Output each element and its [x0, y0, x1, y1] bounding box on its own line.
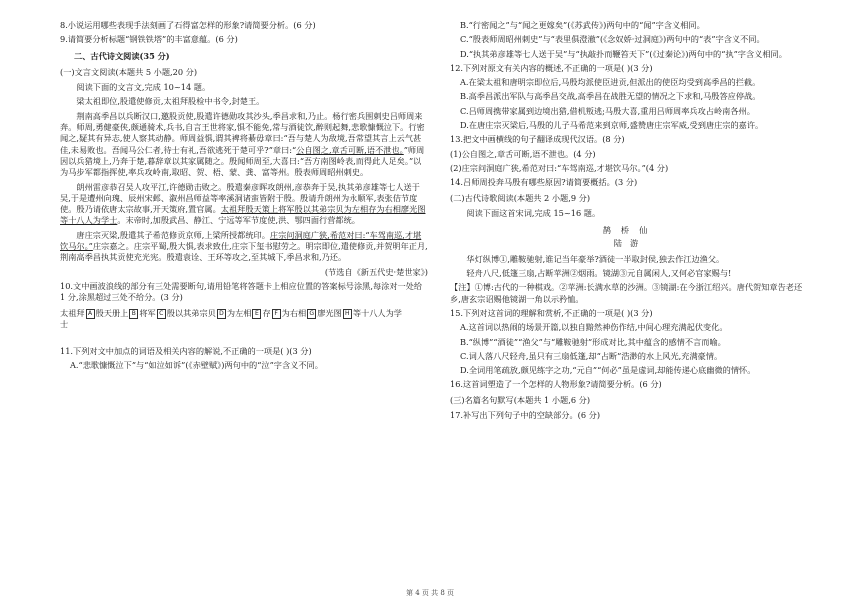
answer-box[interactable]: H — [343, 309, 352, 319]
option-b: B.“行密闻之”与“闻之更嫁矣”(《苏武传》)两句中的“闻”字含义相同。 — [460, 20, 705, 30]
section-heading: 二、古代诗文阅读(35 分) — [74, 50, 170, 61]
option-d: D.全词用笔疏放,颇见练字之功,“元自”“何必”虽是虚词,却能传递心底幽微的情怀。 — [460, 365, 756, 376]
question-12: 12.下列对原文有关内容的概述,不正确的一项是( )(3 分) — [450, 62, 653, 73]
underlined-sentence: 公自图之,章舌可断,语不泄也。 — [296, 144, 404, 155]
answer-box[interactable]: D — [217, 309, 226, 319]
subsection-heading: (一)文言文阅读(本题共 5 小题,20 分) — [60, 66, 198, 77]
poem-intro: 阅读下面这首宋词,完成 15~16 题。 — [466, 207, 601, 218]
answer-box[interactable]: C — [157, 309, 166, 319]
question-11: 11.下列对文中加点的词语及相关内容的解说,不正确的一项是( )(3 分) — [60, 346, 312, 357]
question-13-part-2: (2)庄宗问洞庭广狭,希范对曰:“车驾南巡,才堪饮马尔。”(4 分) — [450, 162, 669, 173]
answer-box[interactable]: A — [86, 309, 95, 319]
subsection-heading: (三)名篇名句默写(本题共 1 小题,6 分) — [450, 394, 591, 405]
answer-boxes: 太祖拜 A 殷天册上 B 将军 C 殷以其弟宗贝 D 为左相 E 存 F 为右相 G 廖光图 H 等十八人为学 士 — [60, 307, 402, 329]
page-footer: 第 4 页 共 8 页 — [405, 589, 455, 597]
question-13: 13.把文中画横线的句子翻译成现代汉语。(8 分) — [450, 134, 625, 145]
poem-author: 陆游 — [613, 238, 647, 249]
underlined-sentence: 庄宗问洞庭广狭,希范对曰:“车驾南巡,才堪饮马尔。” — [60, 229, 422, 252]
answer-box[interactable]: E — [252, 309, 261, 319]
poem-line: 轻舟八尺,低篷三扇,占断苹洲②烟雨。镜湖③元自属闲人,又何必官家赐与! — [466, 268, 732, 279]
passage-paragraph: 荆南高季昌以兵断汉口,邀股贡使,股遣许德勋攻其沙头,季昌求和,乃止。杨行密兵围刺史吕师周来奔。师周,勇健豪侠,颇通骑术,兵书,自言王世将家,惧不能免,常与酒徒饮,醉则起舞,悲歌慷慨泣下。行密闻之,疑其有异志,使人察其动静。师周益惧,谓其裨将綦毋章曰:“吾与楚人为敌境,吾常望其言上云气甚佳,未易败也。吾闻马公仁者,待士有礼,吾欲逃死于楚可乎?”章曰:“公自图之,章舌可断,语不泄也。”师周因以兵猎境上,乃奔于楚,暮辞章以其家属随之。殷闻师周至,大喜曰:“吾方南图岭表,而得此人足矣。”以为马步军都指挥使,率兵攻岭南,取昭、贺、梧、蒙、龚、富等州。殷表师周昭州刺史。 — [60, 110, 425, 178]
option-b: B.“纵博”“酒徒”“渔父”与“雕鞍驰射”形成对比,其中蕴含的感情不言而喻。 — [460, 336, 726, 347]
option-d: D.在唐庄宗灭梁后,马殷的儿子马希范来到京师,盛赞唐庄宗军威,受到唐庄宗的嘉许。 — [460, 120, 764, 131]
option-c: C.吕师周携带家属到边境出猎,借机叛逃;马殷大喜,重用吕师周率兵攻占岭南各州。 — [460, 105, 755, 116]
answer-box[interactable]: G — [307, 309, 316, 319]
answer-box[interactable]: F — [272, 309, 281, 319]
option-b: B.高季昌派出军队与高季昌交战,高季昌在战胜无望的情况之下求和,马殷答应停战。 — [460, 91, 761, 102]
passage-paragraph: 唐庄宗灭梁,殷遣其子希范修贡京师,上梁所授都统印。庄宗问洞庭广狭,希范对曰:“车驾南巡,才堪饮马尔。”庄宗嘉之。庄宗平蜀,殷大惧,表求致仕,庄宗下玺书慰劳之。明宗即位,遣使修贡,并贺明年正月,荆南高季昌执其贡使充光宪。殷遣袁诠、王环等攻之,至其城下,季昌求和,乃还。 — [60, 229, 428, 263]
poem-line: 华灯纵博①,雕鞍驰射,谁记当年豪举?酒徒一半取封侯,独去作江边渔父。 — [466, 253, 725, 264]
question-15: 15.下列对这首词的理解和赏析,不正确的一项是( )(3 分) — [450, 307, 653, 318]
question-17: 17.补写出下列句子中的空缺部分。(6 分) — [450, 410, 601, 421]
passage-paragraph: 朗州雷彦恭召吴人攻平江,许德勋击败之。殷遣秦彦晖攻朗州,彦恭奔于吴,执其弟彦雄等七人送于吴,于是遭州向瑰、辰州宋邺、溆州昌师益等率溪洞诸蛮皆附于殷。殷请升朗州为永顺军,表张佶节度使。殷乃请依唐太宗故事,开天策府,置官属。太祖拜殷天策上将军殷以其弟宗贝为左相存为右相廖光图等十八人为学士。末帝时,加殷武昌、静江、宁远等军节度使,洪、鄂四面行营都统。 — [60, 181, 426, 226]
question-16: 16.这首词塑造了一个怎样的人物形象?请简要分析。(6 分) — [450, 379, 662, 390]
right-column — [450, 20, 810, 424]
question-8: 8.小说运用哪些表现手法刻画了石得富怎样的形象?请简要分析。(6 分) — [60, 20, 316, 30]
option-d: D.“执其弟彦雄等七人送于吴”与“执敲扑而鞭笞天下”(《过秦论》)两句中的“执”字含义相同。 — [460, 48, 787, 59]
passage-source: (节选自《新五代史·楚世家》) — [324, 266, 428, 277]
wavy-line-sentence: 太祖拜殷天策上将军殷以其弟宗贝为左相存为右相廖光图等十八人为学士 — [60, 204, 426, 226]
option-c: C.“殷表师周昭州刺史”与“表里俱澄澈”(《念奴娇·过洞庭》)两句中的“表”字含义不同。 — [460, 34, 765, 45]
option-c: C.词人落八尺轻舟,虽只有三扇低篷,却“占断”浩渺的水上风光,充满豪情。 — [460, 350, 723, 361]
question-9: 9.请简要分析标题“钢铁铁塔”的丰富意蕴。(6 分) — [60, 34, 238, 45]
question-14: 14.吕师周投奔马殷有哪些原因?请简要概括。(3 分) — [450, 177, 638, 188]
option-a: A.这首词以热闹的场景开篇,以独自黯然神伤作结,中间心理充满起伏变化。 — [460, 322, 728, 333]
poem-note: 【注】①博:古代的一种棋戏。②苹洲:长满水草的沙洲。③镜湖:在今浙江绍兴。唐代贺知章告老还乡,唐玄宗诏赐他镜湖一角以示矜恤。 — [450, 282, 803, 304]
answer-box[interactable]: B — [129, 309, 138, 319]
question-13-part-1: (1)公自图之,章舌可断,语不泄也。(4 分) — [450, 148, 596, 159]
left-column — [60, 20, 428, 375]
poem-title: 鹊桥仙 — [602, 225, 658, 236]
passage-paragraph: 梁太祖即位,股遣使修贡,太祖拜股检中书令,封楚王。 — [76, 96, 265, 107]
question-10: 10.文中画波浪线的部分有三处需要断句,请用铅笔将答题卡上相应位置的答案标号涂黑,每涂对一处给 1 分,涂黑超过三处不给分。(3 分) — [60, 280, 423, 303]
option-a: A.“悲歌慷慨泣下”与“如泣如诉”(《赤壁赋》)两句中的“泣”字含义不同。 — [70, 360, 323, 371]
reading-intro: 阅读下面的文言文,完成 10~14 题。 — [76, 82, 211, 93]
option-a: A.在梁太祖和唐明宗即位后,马殷均派使臣进贡,但派出的使臣均受到高季昌的拦截。 — [460, 77, 761, 88]
subsection-heading: (二)古代诗歌阅读(本题共 2 小题,9 分) — [450, 192, 591, 203]
